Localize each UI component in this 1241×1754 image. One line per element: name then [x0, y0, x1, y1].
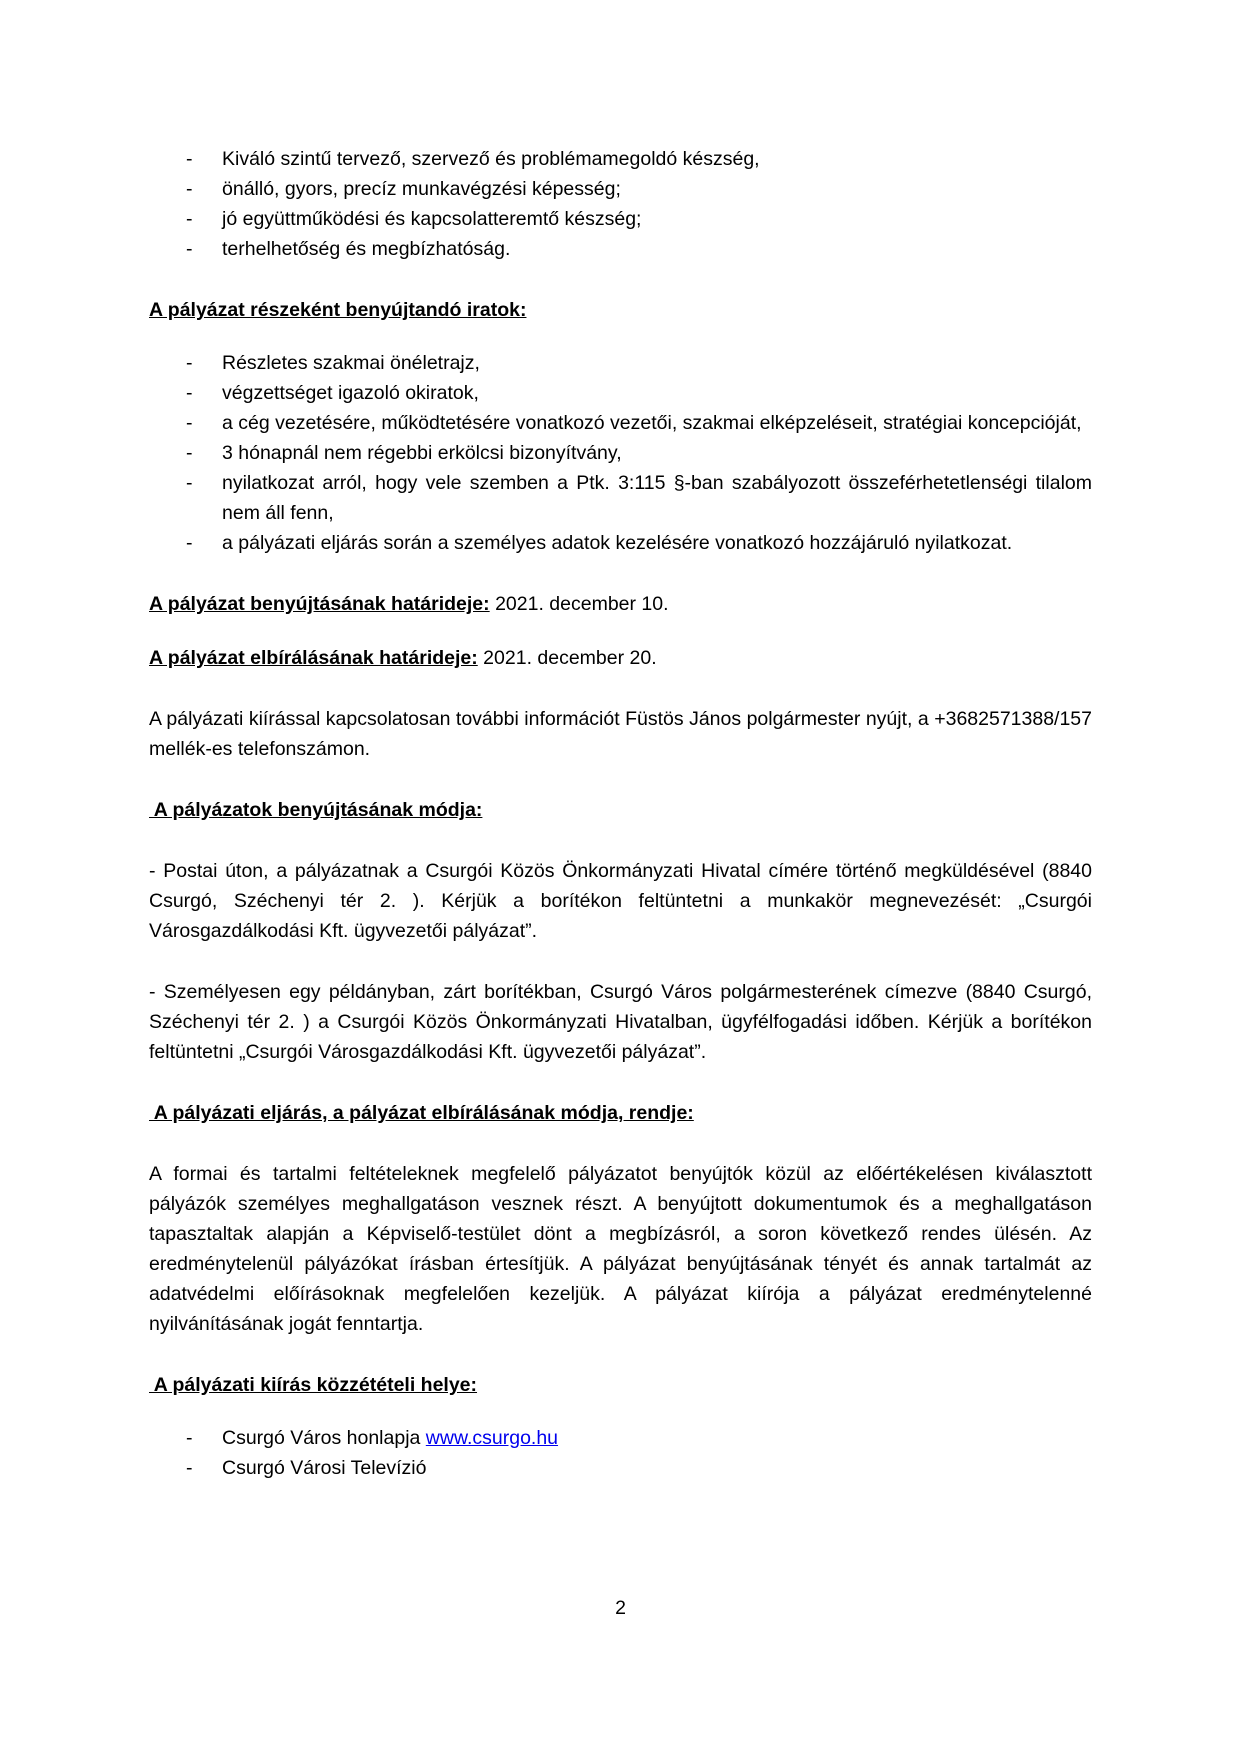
list-item: [149, 144, 1092, 174]
list-item-text: önálló, gyors, precíz munkavégzési képesség;: [222, 178, 621, 200]
skills-list: [149, 144, 1092, 264]
page-number: 2: [615, 1597, 626, 1619]
submission-method-heading: A pályázatok benyújtásának módja:: [149, 799, 483, 821]
procedure-heading: A pályázati eljárás, a pályázat elbírálásának módja, rendje:: [149, 1102, 694, 1124]
list-item: [149, 468, 1092, 528]
dash-marker: -: [186, 352, 193, 374]
list-item: [149, 204, 1092, 234]
list-item-text: a cég vezetésére, működtetésére vonatkozó vezetői, szakmai elképzeléseit, stratégiai koncepcióját,: [222, 412, 1082, 434]
procedure-paragraph: A formai és tartalmi feltételeknek megfelelő pályázatot benyújtók közül az előértékelésen kiválasztott pályázók személyes meghallgatáson vesznek részt. A benyújtott dokumentumok és a meghallgatáson tapasztaltak alapján a Képviselő-testület dönt a megbízásról, a soron következő rendes ülésén. Az eredménytelenül pályázókat írásban értesítjük. A pályázat benyújtásának tényét és annak tartalmát az adatvédelmi előírásoknak megfelelően kezeljük. A pályázat kiírója a pályázat eredménytelenné nyilvánításának jogát fenntartja.: [149, 1163, 1092, 1335]
submission-deadline-label: A pályázat benyújtásának határideje:: [149, 593, 490, 615]
list-item: [149, 234, 1092, 264]
website-text: Csurgó Város honlapja: [222, 1427, 426, 1449]
dash-marker: -: [186, 382, 193, 404]
list-item-text: Kiváló szintű tervező, szervező és problémamegoldó készség,: [222, 148, 760, 170]
documents-list: [149, 348, 1092, 558]
dash-marker: -: [186, 442, 193, 464]
publication-heading: A pályázati kiírás közzétételi helye:: [149, 1374, 478, 1396]
info-paragraph: A pályázati kiírással kapcsolatosan további információt Füstös János polgármester nyújt, a +3682571388/157 mellék-es telefonszámon.: [149, 708, 1092, 760]
dash-marker: -: [186, 148, 193, 170]
dash-marker: -: [186, 1427, 193, 1449]
list-item-text: terhelhetőség és megbízhatóság.: [222, 238, 511, 260]
list-item: [149, 1453, 1092, 1483]
list-item-text: nyilatkozat arról, hogy vele szemben a Ptk. 3:115 §-ban szabályozott összeférhetetlenségi tilalom nem áll fenn,: [222, 472, 1092, 524]
dash-marker: -: [186, 532, 193, 554]
list-item: [149, 174, 1092, 204]
website-link[interactable]: www.csurgo.hu: [425, 1427, 559, 1449]
dash-marker: -: [186, 238, 193, 260]
submission-deadline-value: 2021. december 10.: [489, 593, 669, 615]
page-content: [149, 144, 1092, 1483]
list-item: [149, 438, 1092, 468]
dash-marker: -: [186, 1457, 193, 1479]
list-item-text: Részletes szakmai önéletrajz,: [222, 352, 480, 374]
list-item: [149, 528, 1092, 558]
list-item: [149, 408, 1092, 438]
dash-marker: -: [186, 412, 193, 434]
list-item: [149, 348, 1092, 378]
documents-heading: A pályázat részeként benyújtandó iratok:: [149, 299, 527, 321]
dash-marker: -: [186, 178, 193, 200]
list-item-text: jó együttműködési és kapcsolatteremtő készség;: [222, 208, 642, 230]
list-item-text: Csurgó Városi Televízió: [222, 1457, 427, 1479]
evaluation-deadline-value: 2021. december 20.: [477, 647, 657, 669]
submission-method-postal: - Postai úton, a pályázatnak a Csurgói Közös Önkormányzati Hivatal címére történő megküldésével (8840 Csurgó, Széchenyi tér 2. ). Kérjük a borítékon feltüntetni a munkakör megnevezését: „Csurgói Városgazdálkodási Kft. ügyvezetői pályázat”.: [149, 860, 1092, 942]
dash-marker: -: [186, 472, 193, 494]
submission-deadline: [149, 589, 1092, 619]
list-item: [149, 378, 1092, 408]
publication-list: [149, 1423, 1092, 1483]
list-item-text: végzettséget igazoló okiratok,: [222, 382, 479, 404]
evaluation-deadline: [149, 643, 1092, 673]
evaluation-deadline-label: A pályázat elbírálásának határideje:: [149, 647, 478, 669]
submission-method-personal: - Személyesen egy példányban, zárt borítékban, Csurgó Város polgármesterének címezve (8840 Csurgó, Széchenyi tér 2. ) a Csurgói Közös Önkormányzati Hivatalban, ügyfélfogadási időben. Kérjük a borítékon feltüntetni „Csurgói Városgazdálkodási Kft. ügyvezetői pályázat”.: [149, 981, 1092, 1063]
list-item-text: 3 hónapnál nem régebbi erkölcsi bizonyítvány,: [222, 442, 622, 464]
list-item: [149, 1423, 1092, 1453]
dash-marker: -: [186, 208, 193, 230]
list-item-text: a pályázati eljárás során a személyes adatok kezelésére vonatkozó hozzájáruló nyilatkozat.: [222, 532, 1013, 554]
